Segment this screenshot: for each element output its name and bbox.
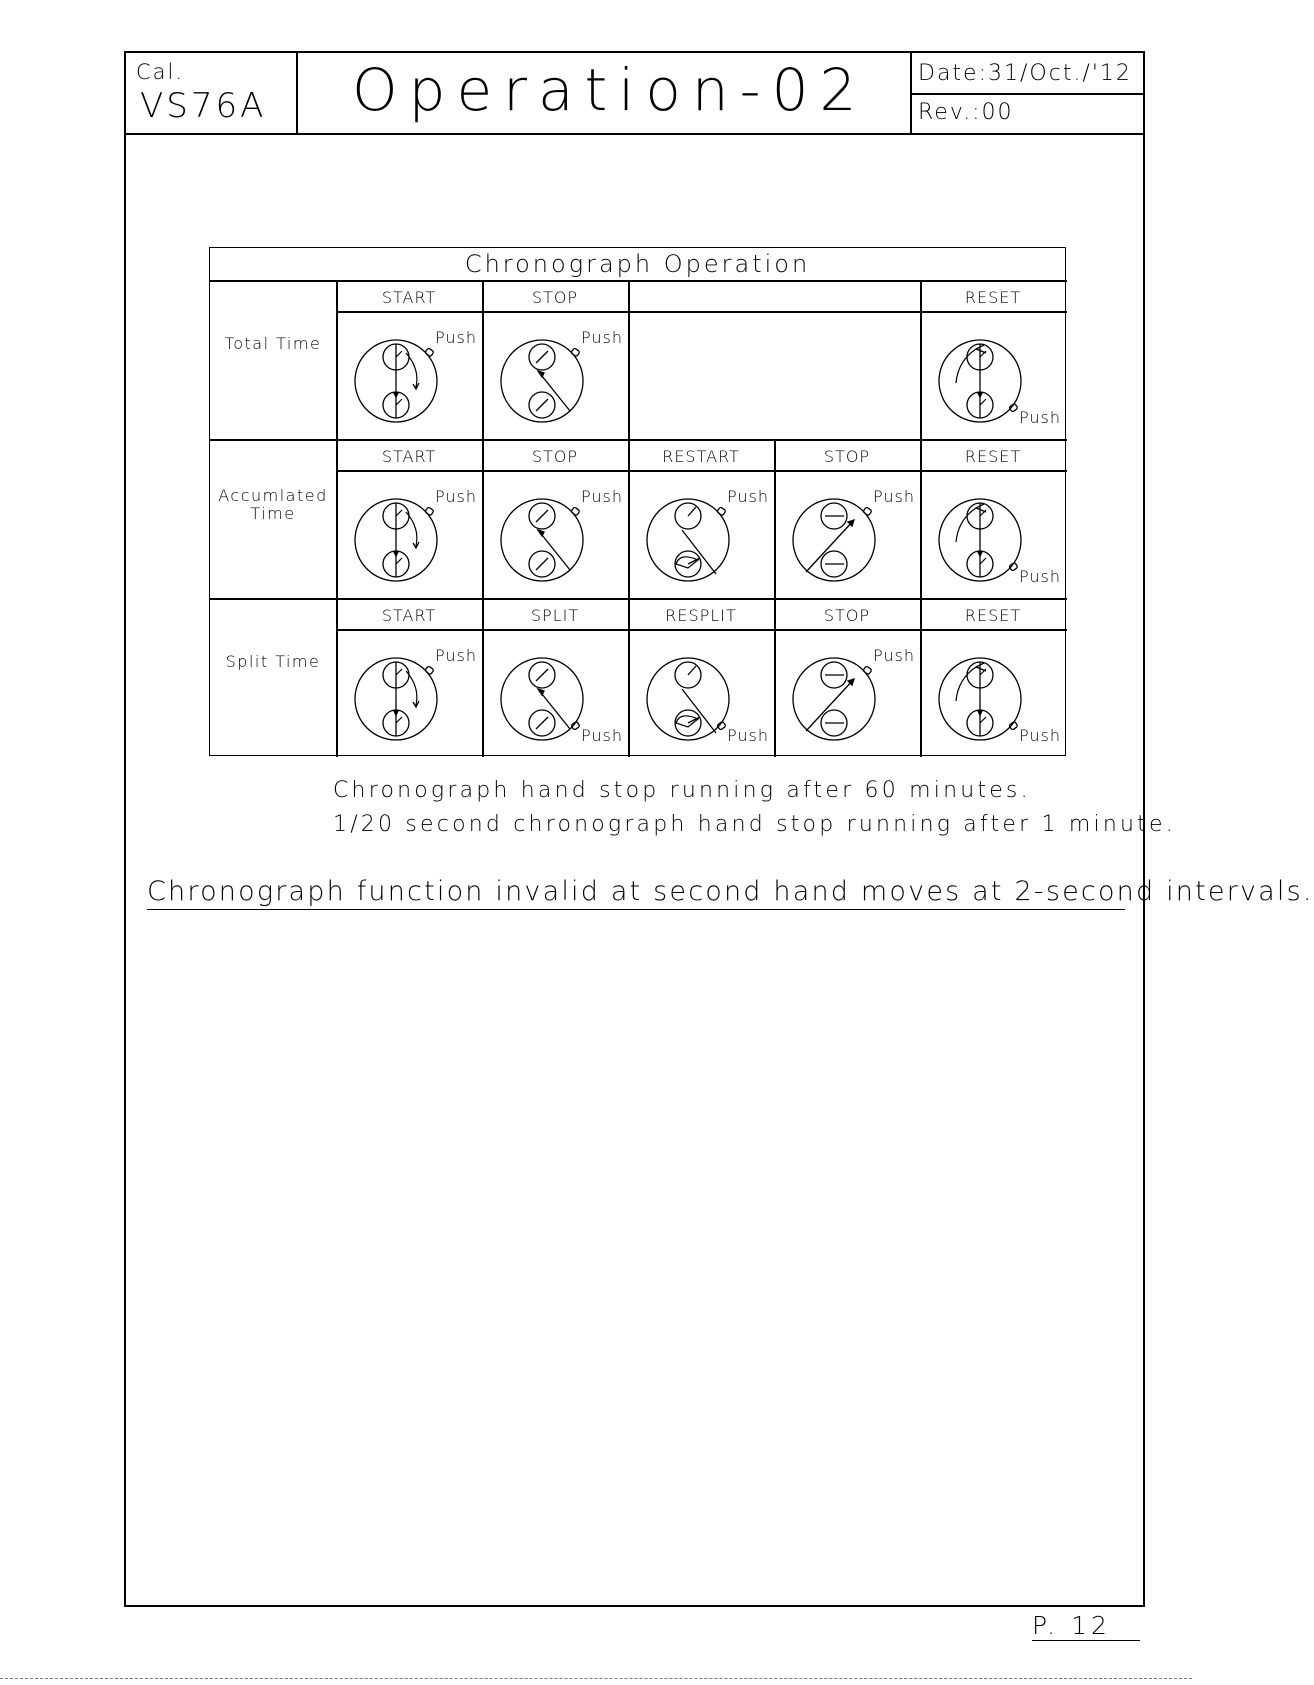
- row-divider: [210, 598, 1067, 600]
- row-label-line: Total Time: [224, 334, 322, 353]
- revision: Rev.:00: [918, 100, 1014, 125]
- scan-edge: [0, 1678, 1192, 1682]
- step-header: SPLIT: [530, 606, 580, 625]
- step-header: START: [381, 447, 437, 466]
- cell-header-divider: [336, 629, 1067, 631]
- column-divider: [628, 280, 630, 439]
- step-header: RESET: [964, 288, 1022, 307]
- step-header: STOP: [823, 447, 871, 466]
- header-cell-divider: [296, 53, 298, 133]
- page-number: P. 12: [1032, 1613, 1140, 1641]
- step-header: START: [381, 606, 437, 625]
- step-header: START: [381, 288, 437, 307]
- push-label: Push: [727, 487, 769, 506]
- step-header: STOP: [531, 447, 579, 466]
- row-label: [210, 335, 336, 353]
- header-cell-divider: [910, 93, 1145, 95]
- push-label: Push: [435, 328, 477, 347]
- label-column-divider: [336, 280, 338, 757]
- step-header: STOP: [531, 288, 579, 307]
- row-label-line: Time: [250, 504, 296, 523]
- row-divider: [210, 439, 1067, 441]
- cell-header-divider: [336, 311, 1067, 313]
- chronograph-operation-table: [209, 247, 1066, 756]
- step-header: RESPLIT: [665, 606, 737, 625]
- push-label: Push: [1019, 408, 1061, 427]
- cell-header-divider: [336, 470, 1067, 472]
- step-header: RESET: [964, 447, 1022, 466]
- push-label: Push: [727, 726, 769, 745]
- title-divider: [210, 280, 1067, 282]
- date: Date:31/Oct./'12: [918, 61, 1132, 86]
- row-label-line: Split Time: [225, 652, 321, 671]
- push-label: Push: [581, 487, 623, 506]
- calibre-number: VS76A: [140, 86, 267, 126]
- note-60-minutes: Chronograph hand stop running after 60 minutes.: [333, 778, 1031, 803]
- table-title: Chronograph Operation: [464, 250, 811, 278]
- push-label: Push: [581, 328, 623, 347]
- push-label: Push: [435, 487, 477, 506]
- push-label: Push: [873, 646, 915, 665]
- step-header: STOP: [823, 606, 871, 625]
- row-label: [210, 653, 336, 671]
- push-label: Push: [1019, 567, 1061, 586]
- cal-label: Cal.: [136, 60, 185, 84]
- step-header: RESTART: [662, 447, 740, 466]
- note-1-minute: 1/20 second chronograph hand stop running after 1 minute.: [333, 812, 1176, 837]
- row-label-line: Accumlated: [218, 486, 328, 505]
- warning-text: Chronograph function invalid at second hand moves at 2-second intervals.: [147, 876, 1125, 910]
- step-header: RESET: [964, 606, 1022, 625]
- row-label: [210, 487, 336, 523]
- page-title: Operation-02: [352, 56, 868, 124]
- push-label: Push: [873, 487, 915, 506]
- push-label: Push: [1019, 726, 1061, 745]
- push-label: Push: [435, 646, 477, 665]
- header-divider: [126, 133, 1143, 135]
- push-label: Push: [581, 726, 623, 745]
